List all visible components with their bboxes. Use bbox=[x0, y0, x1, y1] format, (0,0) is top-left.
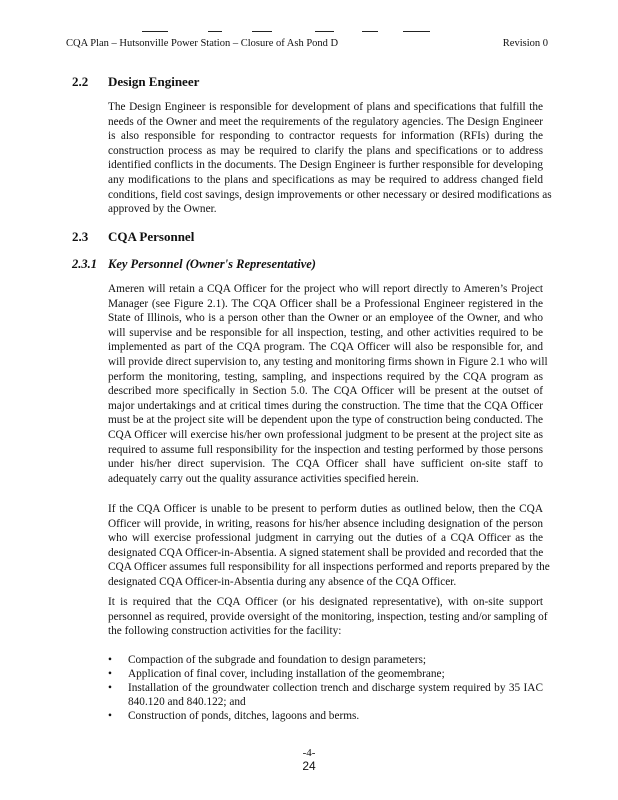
list-item-text: Application of final cover, including installation of the geomembrane; bbox=[128, 668, 445, 680]
bullet-icon: • bbox=[108, 668, 112, 680]
text-line: construction process as may be required to clarify the plans and specifications or to address bbox=[108, 144, 543, 157]
text-line: implemented as part of the CQA program. The CQA Officer will also be responsible for, and bbox=[108, 341, 543, 354]
text-line: will supervise and be responsible for all inspection, testing, and other activities required to be bbox=[108, 326, 543, 339]
header-rule bbox=[208, 31, 222, 32]
text-line: The Design Engineer is responsible for development of plans and specifications that fulfill the bbox=[108, 101, 543, 113]
page-number: -4- bbox=[302, 747, 316, 759]
bullet-icon: • bbox=[108, 710, 112, 722]
text-line: who will exercise professional judgment in carrying out the duties of a CQA Officer as the bbox=[108, 532, 543, 545]
text-line: will provide direct supervision to, any testing and monitoring firms shown in Figure 2.1 who will bbox=[108, 355, 548, 368]
text-line: perform the monitoring, testing, sampling, and inspections required by the CQA program as bbox=[108, 370, 543, 383]
page-stamp: 24 bbox=[302, 759, 316, 773]
text-line: State of Illinois, who is a person other than the Owner or an employee of the Owner, and who bbox=[108, 312, 543, 325]
text-line: the following construction activities for the facility: bbox=[108, 625, 342, 638]
header-rule bbox=[252, 31, 272, 32]
text-line: CQA Officer assumes full responsibility for all inspections performed and reports prepared by the bbox=[108, 561, 550, 574]
paragraph-key-personnel bbox=[108, 282, 548, 486]
text-line: CQA Officer will exercise his/her own professional judgment to be present at the project site as bbox=[108, 428, 543, 441]
text-line: is also responsible for responding to contractor requests for information (RFIs) during the bbox=[108, 130, 543, 143]
header-rule bbox=[403, 31, 430, 32]
subsection-number: 2.3.1 bbox=[72, 257, 97, 271]
header-rule bbox=[315, 31, 334, 32]
text-line: required to assume full responsibility for the inspection and testing performed by those persons bbox=[108, 443, 543, 456]
text-line: identified conflicts in the documents. The Design Engineer is further responsible for developing bbox=[108, 159, 543, 172]
activity-list bbox=[108, 653, 543, 723]
paragraph-design-engineer bbox=[108, 100, 552, 217]
text-line: under his/her direct supervision. The CQA Officer shall have sufficient on-site staff to bbox=[108, 458, 543, 471]
text-line: Manager (see Figure 2.1). The CQA Officer shall be a Professional Engineer registered in the bbox=[108, 297, 543, 310]
text-line: any modifications to the plans and specifications as may be required to address changed field bbox=[108, 173, 543, 186]
subsection-heading: Key Personnel (Owner's Representative) bbox=[108, 257, 316, 271]
text-line: needs of the Owner and meet the requirements of the regulatory agencies. The Design Engineer bbox=[108, 115, 543, 128]
text-line: must be at the project site will be dependent upon the type of construction being conducted. The bbox=[108, 414, 543, 427]
list-item-text: Compaction of the subgrade and foundation to design parameters; bbox=[128, 654, 427, 666]
text-line: Officer will provide, in writing, reasons for his/her absence including designation of the person bbox=[108, 517, 543, 530]
paragraph-oversight bbox=[108, 595, 548, 639]
list-item bbox=[108, 653, 543, 667]
list-item-text: Installation of the groundwater collection trench and discharge system required by 35 IAC 840.120 and 840.122; and bbox=[128, 682, 543, 708]
text-line: Ameren will retain a CQA Officer for the project who will report directly to Ameren’s Project bbox=[108, 283, 543, 295]
revision-label: Revision 0 bbox=[502, 38, 548, 49]
text-line: personnel as required, provide oversight of the monitoring, inspection, testing and/or sampling of bbox=[108, 610, 548, 623]
list-item bbox=[108, 681, 543, 709]
list-item bbox=[108, 667, 543, 681]
header-rule bbox=[142, 31, 168, 32]
text-line: described more specifically in Section 5.0. The CQA Officer will be present at the outset of bbox=[108, 385, 543, 398]
section-number: 2.2 bbox=[72, 74, 89, 89]
bullet-icon: • bbox=[108, 682, 112, 694]
section-heading: CQA Personnel bbox=[108, 229, 195, 244]
text-line: If the CQA Officer is unable to be present to perform duties as outlined below, then the CQA bbox=[108, 503, 543, 515]
text-line: designated CQA Officer-in-Absentia during any absence of the CQA Officer. bbox=[108, 575, 457, 588]
text-line: designated CQA Officer-in-Absentia. A signed statement shall be provided and recorded that the bbox=[108, 546, 544, 559]
text-line: approved by the Owner. bbox=[108, 203, 217, 216]
bullet-icon: • bbox=[108, 654, 112, 666]
section-heading: Design Engineer bbox=[108, 74, 200, 89]
running-header: CQA Plan – Hutsonville Power Station – Closure of Ash Pond D bbox=[66, 38, 339, 49]
text-line: adequately carry out the quality assurance activities specified herein. bbox=[108, 472, 419, 485]
section-number: 2.3 bbox=[72, 229, 89, 244]
text-line: major undertakings and at critical times during the construction. The time that the CQA Officer bbox=[108, 399, 543, 412]
list-item bbox=[108, 709, 543, 723]
paragraph-officer-absence bbox=[108, 502, 550, 590]
list-item-text: Construction of ponds, ditches, lagoons and berms. bbox=[128, 710, 360, 722]
header-rule bbox=[362, 31, 378, 32]
text-line: It is required that the CQA Officer (or his designated representative), with on-site support bbox=[108, 596, 543, 608]
text-line: conditions, field cost savings, design improvements or other necessary or desired modifications as bbox=[108, 188, 552, 201]
